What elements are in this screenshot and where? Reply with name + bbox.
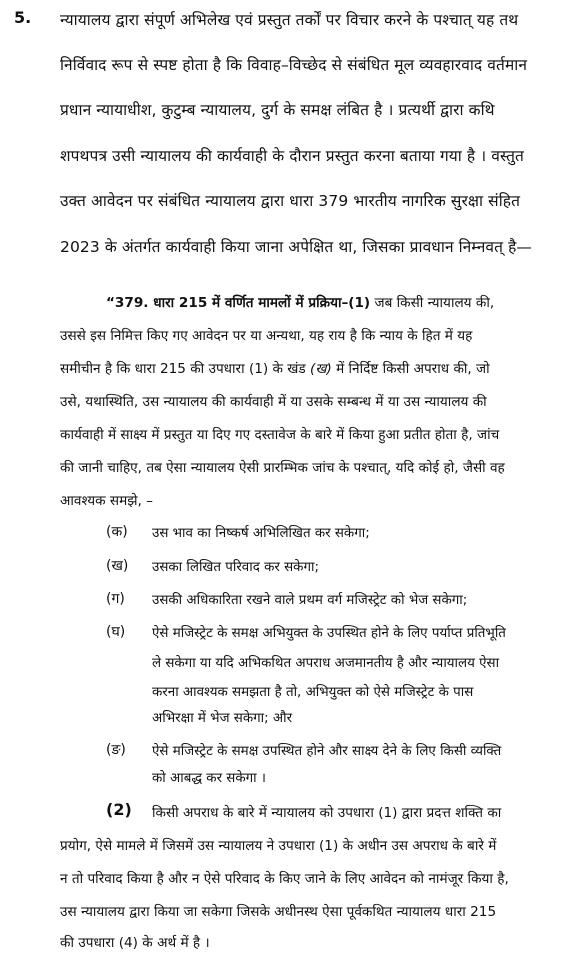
para5-line-3: प्रधान न्यायाधीश, कुटुम्ब न्यायालय, दुर्ग के समक्ष लंबित है । प्रत्यर्थी द्वारा कथि xyxy=(60,101,495,119)
quote-line-1-rest: जब किसी न्यायालय की, xyxy=(370,295,495,311)
quote-line-3-b: में निर्दिष्ट किसी अपराध की, जो xyxy=(331,361,490,377)
subsection-2-line-3: न तो परिवाद किया है और न ऐसे परिवाद के किए जाने के लिए आवेदन को नामंजूर किया है, xyxy=(60,871,509,887)
item-ga-text: उसकी अधिकारिता रखने वाले प्रथम वर्ग मजिस्ट्रेट को भेज सकेगा; xyxy=(152,593,468,608)
subsection-2-line-5: की उपधारा (4) के अर्थ में है । xyxy=(60,935,210,951)
subsection-2-line-1: किसी अपराध के बारे में न्यायालय को उपधारा (1) द्वारा प्रदत्त शक्ति का xyxy=(152,805,502,821)
item-nga-line-1: ऐसे मजिस्ट्रेट के समक्ष उपस्थित होने और साक्ष्य देने के लिए किसी व्यक्ति xyxy=(152,744,502,759)
item-gha-line-1: ऐसे मजिस्ट्रेट के समक्ष अभियुक्त के उपस्थित होने के लिए पर्याप्त प्रतिभूति xyxy=(152,626,506,641)
para5-line-5: उक्त आवेदन पर संबंधित न्यायालय द्वारा धारा 379 भारतीय नागरिक सुरक्षा संहित xyxy=(60,192,521,210)
item-nga-line-2: को आबद्ध कर सकेगा । xyxy=(152,771,266,786)
item-gha-line-3: करना आवश्यक समझता है तो, अभियुक्त को ऐसे मजिस्ट्रेट के पास xyxy=(152,685,474,700)
para5-line-2: निर्विवाद रूप से स्पष्ट होता है कि विवाह–विच्छेद से संबंधित मूल व्यवहारवाद वर्तमान xyxy=(60,56,528,74)
para5-line-1: न्यायालय द्वारा संपूर्ण अभिलेख एवं प्रस्तुत तर्कों पर विचार करने के पश्चात् यह तथ xyxy=(60,11,519,29)
item-label-kha: (ख) xyxy=(106,558,129,574)
clause-reference: (ख) xyxy=(310,361,332,377)
item-label-ka: (क) xyxy=(106,524,128,540)
quote-line-3 xyxy=(60,358,490,377)
para5-line-4: शपथपत्र उसी न्यायालय की कार्यवाही के दौरान प्रस्तुत करना बताया गया है । वस्तुत xyxy=(60,147,524,165)
subsection-2-label: (2) xyxy=(106,800,132,819)
quote-line-1 xyxy=(106,292,494,311)
item-label-nga: (ङ) xyxy=(106,742,126,758)
para5-line-6: 2023 के अंतर्गत कार्यवाही किया जाना अपेक्षित था, जिसका प्रावधान निम्नवत् है— xyxy=(60,238,533,256)
item-kha-text: उसका लिखित परिवाद कर सकेगा; xyxy=(152,560,319,575)
item-gha-line-4: अभिरक्षा में भेज सकेगा; और xyxy=(152,711,293,726)
quote-line-3-a: समीचीन है कि धारा 215 की उपधारा (1) के खंड xyxy=(60,361,311,377)
subsection-2-line-2: प्रयोग, ऐसे मामले में जिसमें उस न्यायालय ने उपधारा (1) के अधीन उस अपराध के बारे में xyxy=(60,838,497,854)
section-heading: “379. धारा 215 में वर्णित मामलों में प्रक्रिया–(1) xyxy=(106,295,371,311)
paragraph-number: 5. xyxy=(14,8,32,27)
item-gha-line-2: ले सकेगा या यदि अभिकथित अपराध अजमानतीय है और न्यायालय ऐसा xyxy=(152,656,500,671)
item-label-gha: (घ) xyxy=(106,624,126,640)
quote-line-7: आवश्यक समझे, – xyxy=(60,493,153,509)
quote-line-5: कार्यवाही में साक्ष्य में प्रस्तुत या दिए गए दस्तावेज के बारे में किया हुआ प्रतीत होता है, जांच xyxy=(60,427,500,443)
quote-line-6: की जानी चाहिए, तब ऐसा न्यायालय ऐसी प्रारम्भिक जांच के पश्चात्, यदि कोई हो, जैसी वह xyxy=(60,460,505,476)
quote-line-4: उसे, यथास्थिति, उस न्यायालय की कार्यवाही में या उसके सम्बन्ध में या उस न्यायालय की xyxy=(60,394,487,410)
subsection-2-line-4: उस न्यायालय द्वारा किया जा सकेगा जिसके अधीनस्थ ऐसा पूर्वकथित न्यायालय धारा 215 xyxy=(60,904,497,920)
item-label-ga: (ग) xyxy=(106,591,125,607)
quote-line-2: उससे इस निमित्त किए गए आवेदन पर या अन्यथा, यह राय है कि न्याय के हित में यह xyxy=(60,328,473,344)
item-ka-text: उस भाव का निष्कर्ष अभिलिखित कर सकेगा; xyxy=(152,526,370,541)
